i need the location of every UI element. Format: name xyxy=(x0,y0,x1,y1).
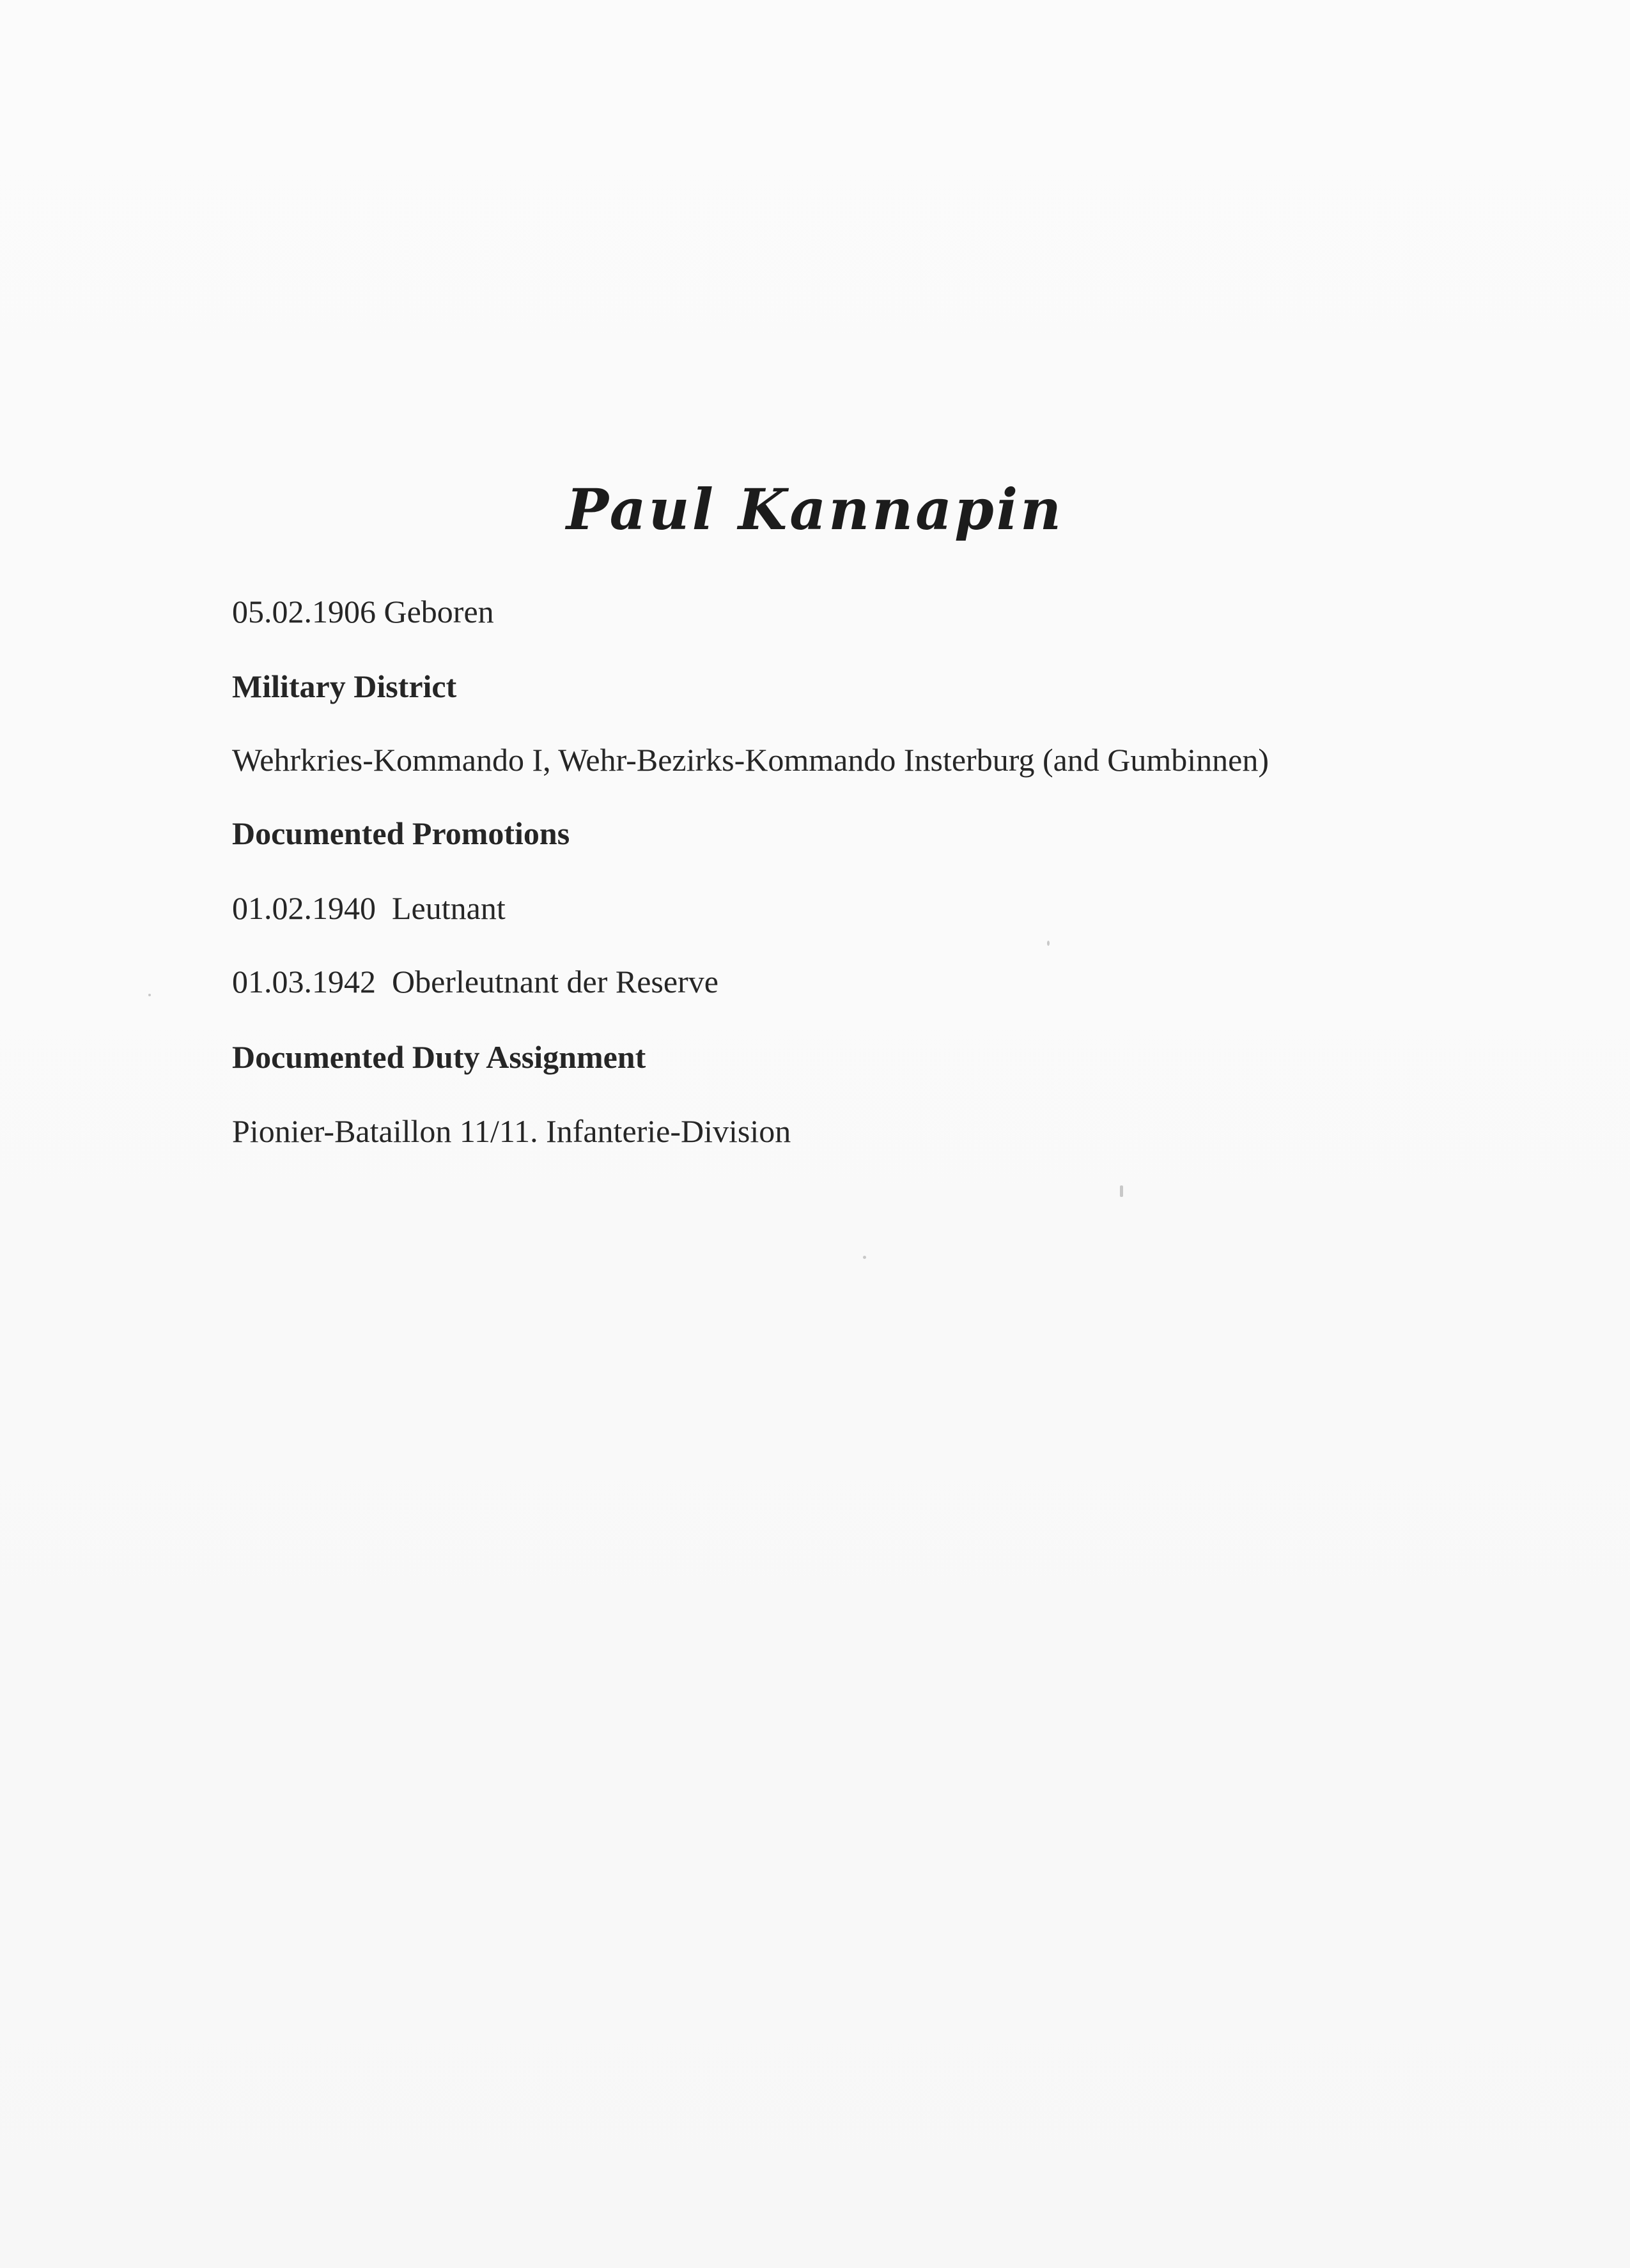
duty-assignment-value: Pionier-Bataillon 11/11. Infanterie-Division xyxy=(232,1113,791,1149)
military-district-heading: Military District xyxy=(232,668,457,704)
promotion-entry-2: 01.03.1942 Oberleutnant der Reserve xyxy=(232,964,718,999)
promotions-heading: Documented Promotions xyxy=(232,815,570,851)
paper-speck xyxy=(1047,941,1050,946)
paper-speck xyxy=(148,994,151,996)
military-district-value: Wehrkries-Kommando I, Wehr-Bezirks-Kommando Insterburg (and Gumbinnen) xyxy=(232,742,1269,778)
birth-date: 05.02.1906 Geboren xyxy=(232,594,494,629)
paper-speck xyxy=(863,1256,866,1259)
promotion-entry-1: 01.02.1940 Leutnant xyxy=(232,890,506,926)
paper-speck xyxy=(1120,1185,1123,1197)
document-title: Paul Kannapin xyxy=(566,476,1064,543)
duty-assignment-heading: Documented Duty Assignment xyxy=(232,1039,646,1075)
